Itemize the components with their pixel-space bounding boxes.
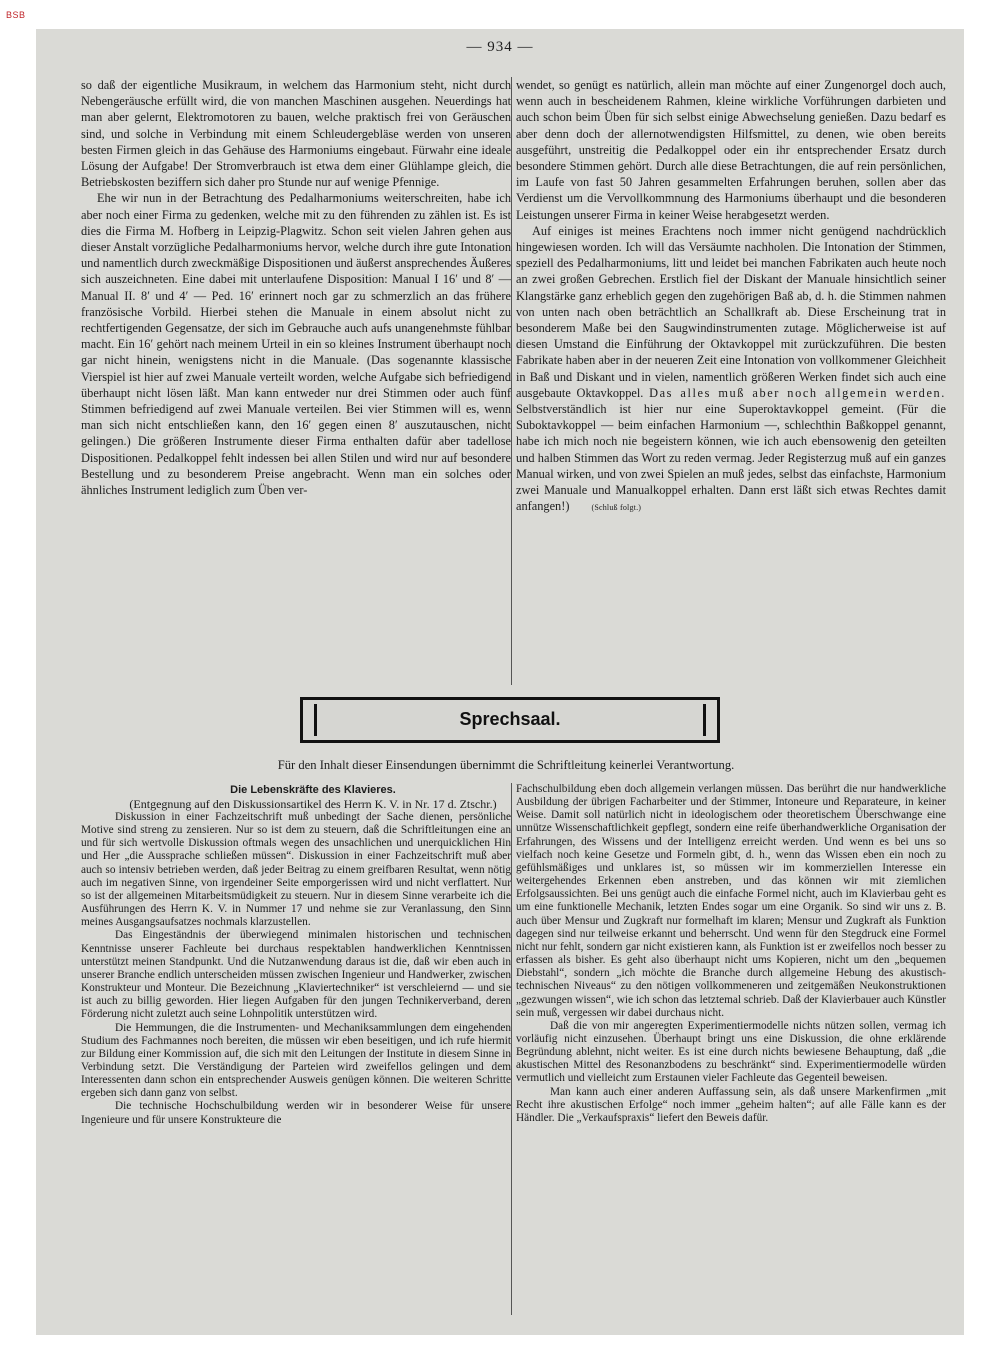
paragraph: wendet, so genügt es natürlich, allein man möchte auf einer Zungenorgel doch auch, wenn auch in bescheidenem Rahmen, kleine wirkliche Vorführungen darbieten und auch schon beim Üben für sich selbst einige Abwechselung genießen. Dazu bedarf es aber denn doch der allernotwendigsten Hilfsmittel, zu denen, wie oben bereits ausgeführt, unstreitig die Pedalkoppel oder ein ihr entsprechender Ersatz durch besondere Stimmen gehört. Durch alle diese Betrachtungen, die auf rein persönlichen, im Laufe von fast 50 Jahren gesammelten Erfahrungen beruhen, sollen aber das Verdienst um die Vervollkommnung des Harmoniums überhaupt und die besonderen Leistungen unserer Firma in keiner Weise herabgesetzt werden. xyxy=(516,78,946,222)
paragraph-text: Selbstverständlich ist hier nur eine Superoktavkoppel gemeint. (Für die Suboktavkoppel — beim einfachen Harmonium —, schlechthin Baßkoppel genannt, habe ich mich noch nie begeistern können, wie ich auch ebensowenig den geteilten und halben Stimmen das Wort zu reden vermag. Jeder Registerzug muß auf ein ganzes Manual wirken, und von zwei Spielen an muß jedes, selbst das einfachste, Harmonium zwei Manuale und Manualkoppel erhalten. Dann erst läßt sich etwas Rechtes damit anfangen!) xyxy=(516,402,946,514)
paragraph: Das Eingeständnis der überwiegend minimalen historischen und technischen Kenntnisse unserer Fachleute bei durchaus respektablen handwerklichen Kenntnissen unterstützt meinen Standpunkt. Und die Nutzanwendung daraus ist die, daß wir eben auch in unserer Branche endlich unterscheiden müssen zwischen Ingenieur und Handwerker, zwischen Konstrukteur und Monteur. Die Bezeichnung „Klaviertechniker“ ist verschleiernd — und sie ist auch zu billig geworden. Hier liegen Aufgaben für den jungen Technikerverband, deren Förderung nicht zuletzt auch seine Lohnpolitik unterstützen wird. xyxy=(81,929,511,1021)
paragraph: so daß der eigentliche Musikraum, in welchem das Harmonium steht, nicht durch Nebengeräusche erfüllt wird, die von manchen Maschinen ausgehen. Neuerdings hat man aber gelernt, Elektromotoren zu bauen, welche praktisch frei von Geräuschen sind, und solche in Verbindung mit einem Schleudergebläse werden von unseren besten Firmen gleich in das Gehäuse des Harmoniums eingebaut. Fürwahr eine ideale Lösung der Aufgabe! Der Stromverbrauch ist etwa dem einer Glühlampe gleich, die Betriebskosten beziffern sich daher pro Stunde nur auf wenige Pfennige. xyxy=(81,78,511,190)
section-title: Sprechsaal. xyxy=(459,709,561,729)
paragraph: Daß die von mir angeregten Experimentiermodelle nichts nützen sollen, vermag ich vorläufig nicht einzusehen. Überhaupt bringt uns eine Diskussion, die ohne erklärende Begründung ablehnt, nicht weiter. Es ist eine durch nichts bewiesene Behauptung, daß „die akustischen Mittel des Resonanzbodens zu beschränkt“ sind. Experimentiermodelle würden vermutlich und vielleicht zum Erstaunen vieler Fachleute das Gegenteil beweisen. xyxy=(516,1019,946,1085)
article-right-column xyxy=(516,783,946,1125)
page-number: — 934 — xyxy=(466,39,534,55)
emphasized-text: Das alles muß aber noch allgemein werden. xyxy=(649,385,946,400)
scanned-page xyxy=(36,29,964,1335)
continued-note: (Schluß folgt.) xyxy=(591,503,642,513)
banner-bar-right xyxy=(703,704,706,736)
article-subtitle: (Entgegnung auf den Diskussionsartikel des Herrn K. V. in Nr. 17 d. Ztschr.) xyxy=(129,797,497,811)
section-disclaimer: Für den Inhalt dieser Einsendungen übernimmt die Schriftleitung keinerlei Verantwortung. xyxy=(277,758,735,772)
article-title: Die Lebenskräfte des Klavieres. xyxy=(230,784,396,796)
paragraph-text: Auf einiges ist meines Erachtens noch immer nicht genügend nachdrücklich hingewiesen worden. Ich will das Versäumte nachholen. Die Intonation der Stimmen, speziell des Pedalharmoniums, litt und leidet bei manchen Fabrikaten auch heute noch an zwei großen Gebrechen. Erstlich fiel der Diskant der Manuale hinsichtlich seiner Klangstärke ganz erheblich gegen den zugehörigen Baß ab, d. h. die Stimmen nahmen von unten nach oben beträchtlich an Schallkraft ab. Diese Erscheinung trat in besonderem Maße bei den Saugwindinstrumenten zutage. Möglicherweise ist auf diesen Umstand die Einführung der Oktavkoppel mit zurückzuführen. Die besten Fabrikate haben aber in der neueren Zeit eine Intonation von vollkommener Gleichheit in Baß und Diskant und in vielen, namentlich größeren Werken findet sich auch eine ausgebaute Oktavkoppel. xyxy=(516,223,946,400)
paragraph: Diskussion in einer Fachzeitschrift muß unbedingt der Sache dienen, persönliche Motive sind streng zu zensieren. Nur so ist dem zu steuern, daß die Schriftleitungen eine an und für sich wertvolle Diskussion oftmals wegen des unsachlichen und unerquicklichen Hin und Her „die Aussprache schließen müssen“. Diskussion in einer Fachzeitschrift muß aber auch so intensiv betrieben werden, daß jeder Beitrag zu einem greifbaren Resultat, wenn nötig auch im negativen Sinne, von irgendeiner Seite emporgerissen wird und nicht verflattert. Nur so ist der allgemeinen Mitarbeitsmüdigkeit zu steuern. Nur in diesem Sinne verarbeite ich die Ausführungen des Herrn K. V. in Nummer 17 und nehme sie zur Veranlassung, den Sinn meines Ausgangsaufsatzes nochmals klarzustellen. xyxy=(81,811,511,929)
paragraph xyxy=(516,223,946,517)
section-banner xyxy=(300,697,720,743)
paragraph: Die Hemmungen, die die Instrumenten- und Mechaniksammlungen dem eingehenden Studium des Fachmannes noch bereiten, die müssen wir eben beseitigen, und ich rufe hiermit zur Bildung einer Kommission auf, die sich mit den Leitungen der Institute in diesem Sinne in Verbindung setzt. Die Verständigung der Parteien wird zweifellos gelingen und dem Interessenten dann schon ein entsprechender Ausweis genügen können. Die weiteren Schritte ergeben sich dann ganz von selbst. xyxy=(81,1021,511,1100)
column-divider xyxy=(511,77,512,685)
paragraph: Fachschulbildung eben doch allgemein verlangen müssen. Das berührt die nur handwerkliche Ausbildung der übrigen Facharbeiter und der Stimmer, Intoneure und Reparateure, in keiner Weise. Damit soll natürlich nicht in ideologischem oder theoretischem Überschwange eine unnütze Wissenschaftlichkeit gepflegt, sondern eine reife überhandwerkliche Organisation der Erfahrungen, des Wissens und der Intelligenz erreicht werden. Und wenn es bei uns so vielfach noch keine Gesetze und Formeln gibt, d. h., wenn das Wissen eben ein noch zu gefühlsmäßiges und unklares ist, so müssen wir im kommerziellen Interesse ein weitergehendes Erkennen eben anstreben, und das können wir mit ziemlichen Erfolgsaussichten. Bei uns genügt auch die einfache Formel nicht, auch im Klavierbau geht es um eine funktionelle Mechanik, letzten Endes sogar um eine Organik. So sind wir uns z. B. auch über Mensur und Zugkraft nur formelhaft im klaren; Mensur und Zugkraft als Funktion dagegen sind nur teilweise erkannt und beherrscht. Und wenn für den Stegdruck eine Formel nicht nur fehlt, sondern gar nicht existieren kann, als Funktion ist er zweifellos noch besser zu erfassen als bisher. Es geht also überhaupt nicht ums Kopieren, nicht um den „bequemen Diebstahl“, sondern „ich möchte die Branche durch allgemeine Hebung des akustisch-technischen Niveaus“ zu den nötigen vollkommeneren und zeitgemäßen Neukonstruktionen „gezwungen wissen“, wie ich schon das letztemal schrieb. Daß der Klavierbauer auch Künstler sein muß, vergessen wir dabei durchaus nicht. xyxy=(516,783,946,1019)
column-divider xyxy=(511,783,512,1315)
top-left-column xyxy=(81,77,511,498)
paragraph: Ehe wir nun in der Betrachtung des Pedalharmoniums weiterschreiten, habe ich aber noch einer Firma zu gedenken, welche mit zu den führenden zu zählen ist. Es ist dies die Firma M. Hofberg in Leipzig-Plagwitz. Schon seit vielen Jahren gehen aus dieser Anstalt vorzügliche Pedalharmoniums hervor, welche durch ihre gute Intonation und namentlich durch zweckmäßige Dispositionen und äußerst ansprechendes Äußeres sich auszeichneten. Eine dabei mit unterlaufene Disposition: Manual I 16′ und 8′ — Manual II. 8′ und 4′ — Ped. 16′ erinnert noch gar zu schmerzlich an das frühere französische Vorbild. Hierbei stehen die Manuale in einem absolut nicht zu rechtfertigenden Gegensatze, der sich im Gebrauche auch aufs unangenehmste fühlbar macht. Ein 16′ gehört nach meinem Urteil in ein so kleines Instrument überhaupt noch gar nicht hinein, wenigstens nicht in die Manuale. (Das sogenannte klassische Vierspiel ist hier auf zwei Manuale verteilt worden, welche Aufgabe sich befriedigend überhaupt nicht lösen läßt. Man kann entweder nur drei Stimmen oder auch fünf Stimmen befriedigend auf zwei Manuale verteilen. Bei vier Stimmen will es, wenn man sich nicht entschließen kann, den 16′ gegen einen 8′ auszutauschen, nicht gelingen.) Die größeren Instrumente dieser Firma enthalten dafür aber tadellose Dispositionen. Pedalkoppel fehlt indessen bei allen Stilen und wird nur auf besondere Bestellung und zu besonderem Preise angebracht. Wenn man ein solches oder ähnliches Instrument lediglich zum Üben ver- xyxy=(81,191,511,498)
article-left-column xyxy=(81,783,511,1127)
paragraph: Die technische Hochschulbildung werden wir in besonderer Weise für unsere Ingenieure und für unsere Konstrukteure die xyxy=(81,1100,511,1126)
top-right-column xyxy=(516,77,946,516)
library-watermark: BSB xyxy=(6,10,26,20)
paragraph: Man kann auch einer anderen Auffassung sein, als daß unsere Markenfirmen „mit Recht ihre akustischen Erfolge“ noch immer „geheim halten“; auf alle Fälle kann es der Händler. Die „Verkaufspraxis“ liefert den Beweis dafür. xyxy=(516,1085,946,1124)
